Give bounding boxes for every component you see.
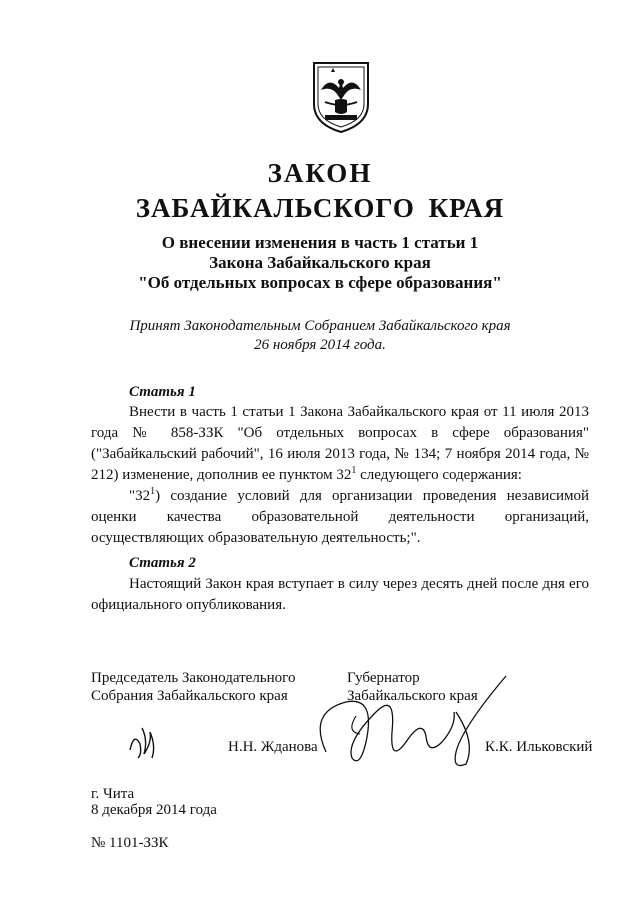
- coat-of-arms-emblem: [311, 60, 371, 134]
- adoption-date: 26 ноября 2014 года.: [254, 337, 386, 353]
- article-1-paragraph-1: Внести в часть 1 статьи 1 Закона Забайкальского края от 11 июля 2013 года № 858-ЗЗК "Об отдельных вопросах в сфере образования" ("Забайкальский рабочий", 16 июля 2013 года, № 134; 7 ноября 2014 года, № 212) изменение, дополнив ее пунктом $32^1$ следующего содержания:: [91, 404, 589, 483]
- law-number: № 1101-ЗЗК: [91, 835, 169, 851]
- law-title: ЗАКОН: [267, 158, 373, 188]
- law-subtitle-line1: О внесении изменения в часть 1 статьи 1: [161, 233, 479, 252]
- chairman-title-line2: Собрания Забайкальского края: [91, 688, 288, 704]
- article-2-heading: Статья 2: [129, 555, 196, 571]
- governor-title-line2: Забайкальского края: [347, 688, 478, 704]
- chairman-name: Н.Н. Жданова: [228, 739, 318, 755]
- signing-place: г. Чита: [91, 786, 135, 802]
- governor-signature: [306, 672, 516, 772]
- law-subtitle-line2: Закона Забайкальского края: [209, 253, 431, 272]
- article-1-paragraph-2: "$32^1$) создание условий для организации проведения независимой оценки качества образовательной деятельности организаций, осуществляющих образовательную деятельность;".: [91, 486, 589, 546]
- governor-title-line1: Губернатор: [347, 670, 420, 686]
- governor-name: К.К. Ильковский: [485, 739, 593, 755]
- signing-date: 8 декабря 2014 года: [91, 802, 217, 818]
- chairman-signature: [124, 720, 164, 764]
- adoption-note: Принят Законодательным Собранием Забайкальского края: [129, 318, 511, 334]
- law-region-title: ЗАБАЙКАЛЬСКОГО КРАЯ: [135, 193, 505, 223]
- law-subtitle-line3: "Об отдельных вопросах в сфере образования": [138, 273, 502, 292]
- article-1-heading: Статья 1: [129, 384, 196, 400]
- article-2-paragraph: Настоящий Закон края вступает в силу через десять дней после дня его официального опубликования.: [91, 576, 589, 613]
- chairman-title-line1: Председатель Законодательного: [91, 670, 296, 686]
